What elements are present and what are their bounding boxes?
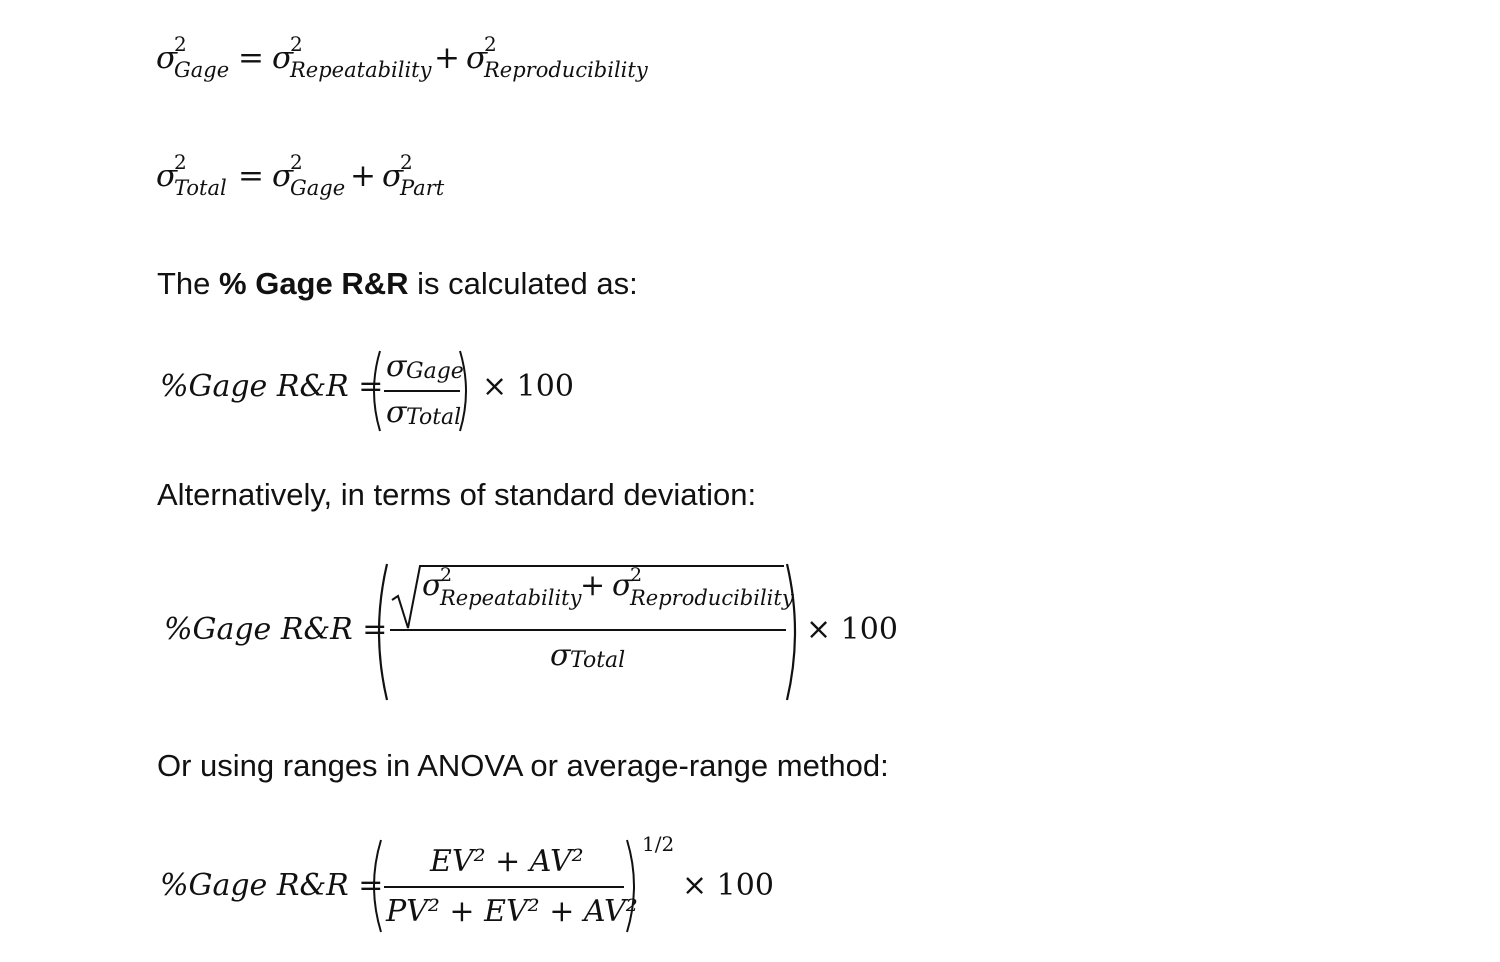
lhs-label: %Gage R&R = xyxy=(164,612,388,647)
lhs-label: %Gage R&R = xyxy=(160,369,384,404)
paragraph-alternative: Alternatively, in terms of standard deviation: xyxy=(157,477,757,512)
sigma-symbol: σ xyxy=(156,158,178,194)
subscript-reproducibility: Reproducibility xyxy=(630,586,794,610)
subscript-gage: Gage xyxy=(290,176,346,200)
equals-sign: = xyxy=(238,40,264,76)
sigma-symbol: σ xyxy=(386,349,407,384)
exponent: 2 xyxy=(400,150,413,174)
sigma-symbol: σ xyxy=(272,40,294,76)
equation-gage-rr-anova xyxy=(160,830,800,934)
sigma-symbol: σ xyxy=(272,158,294,194)
fraction-bar xyxy=(384,390,460,392)
subscript-gage: Gage xyxy=(406,359,464,384)
numerator: EV² + AV² xyxy=(430,844,584,879)
subscript-reproducibility: Reproducibility xyxy=(484,58,648,82)
exponent: 2 xyxy=(290,150,303,174)
fraction-bar xyxy=(384,886,624,888)
equation-total-variance xyxy=(156,150,556,214)
subscript-gage: Gage xyxy=(174,58,230,82)
sigma-symbol: σ xyxy=(466,40,488,76)
bold-term: % Gage R&R xyxy=(219,266,409,301)
sigma-symbol: σ xyxy=(156,40,178,76)
sigma-symbol: σ xyxy=(386,395,407,430)
plus-sign: + xyxy=(434,40,460,76)
subscript-total: Total xyxy=(406,405,462,430)
denominator: PV² + EV² + AV² xyxy=(386,894,638,929)
equation-gage-rr-sqrt xyxy=(164,560,904,704)
right-paren xyxy=(624,838,642,934)
left-paren xyxy=(370,562,390,702)
sigma-symbol: σ xyxy=(550,638,571,673)
fraction-bar xyxy=(390,629,786,631)
sigma-symbol: σ xyxy=(612,568,633,603)
power-exponent: 1/2 xyxy=(642,832,675,856)
left-paren xyxy=(366,349,382,433)
text-run: is calculated as: xyxy=(408,266,638,301)
subscript-repeatability: Repeatability xyxy=(440,586,582,610)
paragraph-gage-rr-intro xyxy=(157,266,638,302)
text-run: The xyxy=(157,266,220,301)
subscript-total: Total xyxy=(174,176,227,200)
paragraph-anova-method: Or using ranges in ANOVA or average-range method: xyxy=(157,748,889,783)
subscript-total: Total xyxy=(570,648,626,673)
plus-sign: + xyxy=(350,158,376,194)
sigma-symbol: σ xyxy=(382,158,404,194)
right-paren xyxy=(784,562,804,702)
exponent: 2 xyxy=(630,564,643,586)
equation-gage-rr-ratio xyxy=(160,345,580,437)
right-paren xyxy=(458,349,474,433)
left-paren xyxy=(366,838,384,934)
exponent: 2 xyxy=(174,32,187,56)
times-hundred: × 100 xyxy=(806,612,898,647)
exponent: 2 xyxy=(440,564,453,586)
exponent: 2 xyxy=(484,32,497,56)
equation-gage-variance xyxy=(156,32,676,96)
plus-sign: + xyxy=(580,568,606,603)
subscript-repeatability: Repeatability xyxy=(290,58,432,82)
sigma-symbol: σ xyxy=(422,568,443,603)
lhs-label: %Gage R&R = xyxy=(160,868,384,903)
subscript-part: Part xyxy=(400,176,445,200)
exponent: 2 xyxy=(174,150,187,174)
exponent: 2 xyxy=(290,32,303,56)
equals-sign: = xyxy=(238,158,264,194)
times-hundred: × 100 xyxy=(482,369,574,404)
times-hundred: × 100 xyxy=(682,868,774,903)
